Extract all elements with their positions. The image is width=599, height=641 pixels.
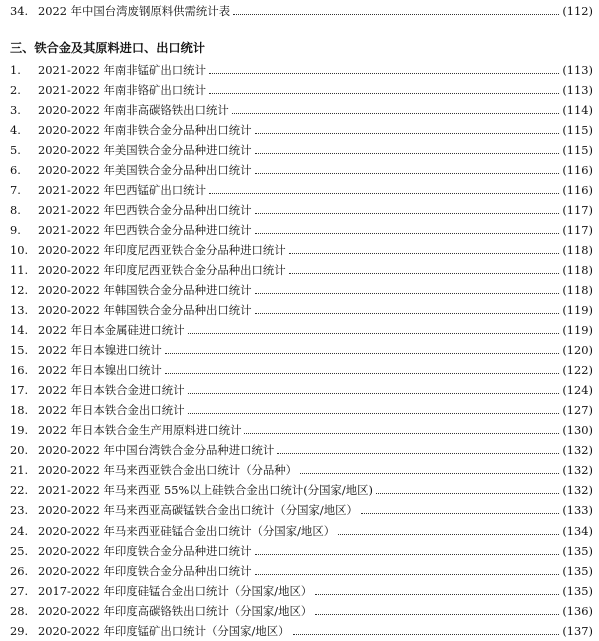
toc-entry [10,561,593,581]
entry-page: (127) [562,403,593,418]
entry-page: (115) [562,123,593,138]
entry-number: 2. [10,83,21,97]
entry-page: (132) [562,483,593,498]
entry-page: (134) [562,523,593,538]
toc-entry [10,80,593,100]
toc-entry [10,220,593,240]
dot-leader [289,253,560,254]
toc-entry [10,541,593,561]
entry-title: 2020-2022 年印度尼西亚铁合金分品种出口统计 [38,263,286,278]
entry-title: 2020-2022 年中国台湾铁合金分品种进口统计 [38,443,275,458]
dot-leader [188,393,560,394]
entry-page: (133) [562,503,593,518]
entry-number: 15. [10,343,29,358]
entry-number: 19. [10,423,29,438]
entry-title: 2020-2022 年印度高碳铬铁出口统计（分国家/地区） [38,603,313,618]
toc-entry [10,180,593,200]
entry-title: 2021-2022 年巴西铁合金分品种出口统计 [38,203,252,218]
entry-page: (135) [562,543,593,558]
toc-entry [10,581,593,601]
entry-number: 14. [10,323,29,338]
entry-page: (117) [562,203,593,218]
entry-page: (135) [562,583,593,598]
entry-number: 7. [10,183,21,198]
toc-entry [10,120,593,140]
dot-leader [338,534,559,535]
entry-page: (114) [562,103,593,117]
entry-title: 2020-2022 年印度锰矿出口统计（分国家/地区） [38,623,290,638]
toc-entry [10,500,593,520]
dot-leader [255,173,560,174]
entry-number: 8. [10,203,21,218]
section-heading: 三、铁合金及其原料进口、出口统计 [10,41,205,55]
entry-page: (116) [562,183,593,198]
entry-title: 2020-2022 年美国铁合金分品种进口统计 [38,143,252,158]
toc-entry [10,340,593,360]
toc-entry [10,460,593,480]
entry-page: (137) [562,623,593,638]
toc-entry [10,100,593,120]
entry-number: 18. [10,403,29,418]
entry-page: (119) [562,323,593,338]
dot-leader [255,153,560,154]
entry-page: (120) [562,343,593,358]
dot-leader [315,614,559,615]
entry-number: 5. [10,143,21,158]
entry-number: 22. [10,483,29,498]
entry-title: 2020-2022 年马来西亚高碳锰铁合金出口统计（分国家/地区） [38,503,358,518]
entry-title: 2020-2022 年南非铁合金分品种出口统计 [38,123,252,138]
entry-title: 2022 年日本铁合金出口统计 [38,403,185,418]
entry-title: 2021-2022 年巴西锰矿出口统计 [38,183,206,198]
toc-entry [10,521,593,541]
dot-leader [209,73,559,74]
entry-title: 2020-2022 年印度铁合金分品种出口统计 [38,563,252,578]
entry-title: 2022 年中国台湾废钢原料供需统计表 [38,4,231,18]
entry-title: 2022 年日本镍进口统计 [38,343,162,358]
dot-leader [300,473,559,474]
entry-number: 17. [10,383,29,398]
dot-leader [315,594,559,595]
dot-leader [188,413,560,414]
dot-leader [255,574,560,575]
entry-title: 2020-2022 年韩国铁合金分品种出口统计 [38,303,252,318]
dot-leader [255,554,560,555]
entry-number: 1. [10,63,21,77]
entry-number: 23. [10,503,29,518]
entry-title: 2020-2022 年马来西亚硅锰合金出口统计（分国家/地区） [38,523,336,538]
toc-entry [10,440,593,460]
entry-number: 29. [10,623,29,638]
entry-title: 2021-2022 年南非锰矿出口统计 [38,63,206,77]
toc-entry-top [10,1,593,21]
entry-number: 26. [10,563,29,578]
dot-leader [233,14,559,15]
entry-title: 2022 年日本金属硅进口统计 [38,323,185,338]
dot-leader [376,493,559,494]
entry-number: 11. [10,263,29,278]
entry-page: (115) [562,143,593,158]
entry-title: 2020-2022 年马来西亚铁合金出口统计（分品种） [38,463,298,478]
dot-leader [209,193,559,194]
entry-number: 21. [10,463,29,478]
entry-page: (118) [562,283,593,298]
entry-page: (130) [562,423,593,438]
entry-page: (117) [562,223,593,238]
entry-title: 2020-2022 年美国铁合金分品种出口统计 [38,163,252,178]
entry-page: (113) [562,63,593,77]
entry-title: 2017-2022 年印度硅锰合金出口统计（分国家/地区） [38,583,313,598]
entry-number: 27. [10,583,29,598]
entry-title: 2020-2022 年南非高碳铬铁出口统计 [38,103,229,117]
toc-entry [10,601,593,621]
dot-leader [255,213,560,214]
entry-number: 13. [10,303,29,318]
toc-entry [10,160,593,180]
toc-entry [10,280,593,300]
toc-entry [10,260,593,280]
entry-page: (119) [562,303,593,318]
entry-number: 20. [10,443,29,458]
toc-entry [10,240,593,260]
entry-number: 25. [10,543,29,558]
entry-page: (124) [562,383,593,398]
dot-leader [165,373,560,374]
toc-entry [10,300,593,320]
entry-title: 2021-2022 年马来西亚 55%以上硅铁合金出口统计(分国家/地区) [38,483,373,498]
entry-page: (122) [562,363,593,378]
toc-entry [10,140,593,160]
entry-page: (136) [562,603,593,618]
entry-title: 2022 年日本铁合金进口统计 [38,383,185,398]
entry-number: 9. [10,223,21,238]
dot-leader [255,313,560,314]
entry-title: 2021-2022 年巴西铁合金分品种进口统计 [38,223,252,238]
entry-page: (118) [562,243,593,258]
entry-page: (132) [562,463,593,478]
entry-title: 2022 年日本镍出口统计 [38,363,162,378]
entry-number: 12. [10,283,29,298]
toc-entry [10,480,593,500]
dot-leader [165,353,560,354]
toc-entry [10,200,593,220]
entry-page: (116) [562,163,593,178]
dot-leader [209,93,559,94]
dot-leader [255,133,560,134]
entry-page: (112) [562,4,593,18]
dot-leader [232,113,560,114]
entry-page: (135) [562,563,593,578]
dot-leader [361,513,559,514]
toc-entry [10,60,593,80]
dot-leader [277,453,559,454]
toc-entry [10,320,593,340]
dot-leader [289,273,560,274]
entry-number: 28. [10,603,29,618]
entry-number: 10. [10,243,29,258]
entry-page: (113) [562,83,593,97]
toc-entry [10,380,593,400]
entry-number: 3. [10,103,21,117]
entry-number: 4. [10,123,21,138]
entry-title: 2022 年日本铁合金生产用原料进口统计 [38,423,242,438]
toc-entry [10,400,593,420]
dot-leader [255,233,560,234]
entry-page: (118) [562,263,593,278]
toc-entry [10,360,593,380]
entry-number: 16. [10,363,29,378]
entry-number: 24. [10,523,29,538]
dot-leader [244,433,559,434]
entry-number: 6. [10,163,21,178]
dot-leader [293,634,560,635]
toc-entry [10,420,593,440]
dot-leader [188,333,560,334]
dot-leader [255,293,560,294]
entry-number: 34. [10,4,29,18]
entry-title: 2020-2022 年韩国铁合金分品种进口统计 [38,283,252,298]
entry-title: 2020-2022 年印度铁合金分品种进口统计 [38,543,252,558]
entry-title: 2021-2022 年南非铬矿出口统计 [38,83,206,97]
entry-title: 2020-2022 年印度尼西亚铁合金分品种进口统计 [38,243,286,258]
entry-page: (132) [562,443,593,458]
